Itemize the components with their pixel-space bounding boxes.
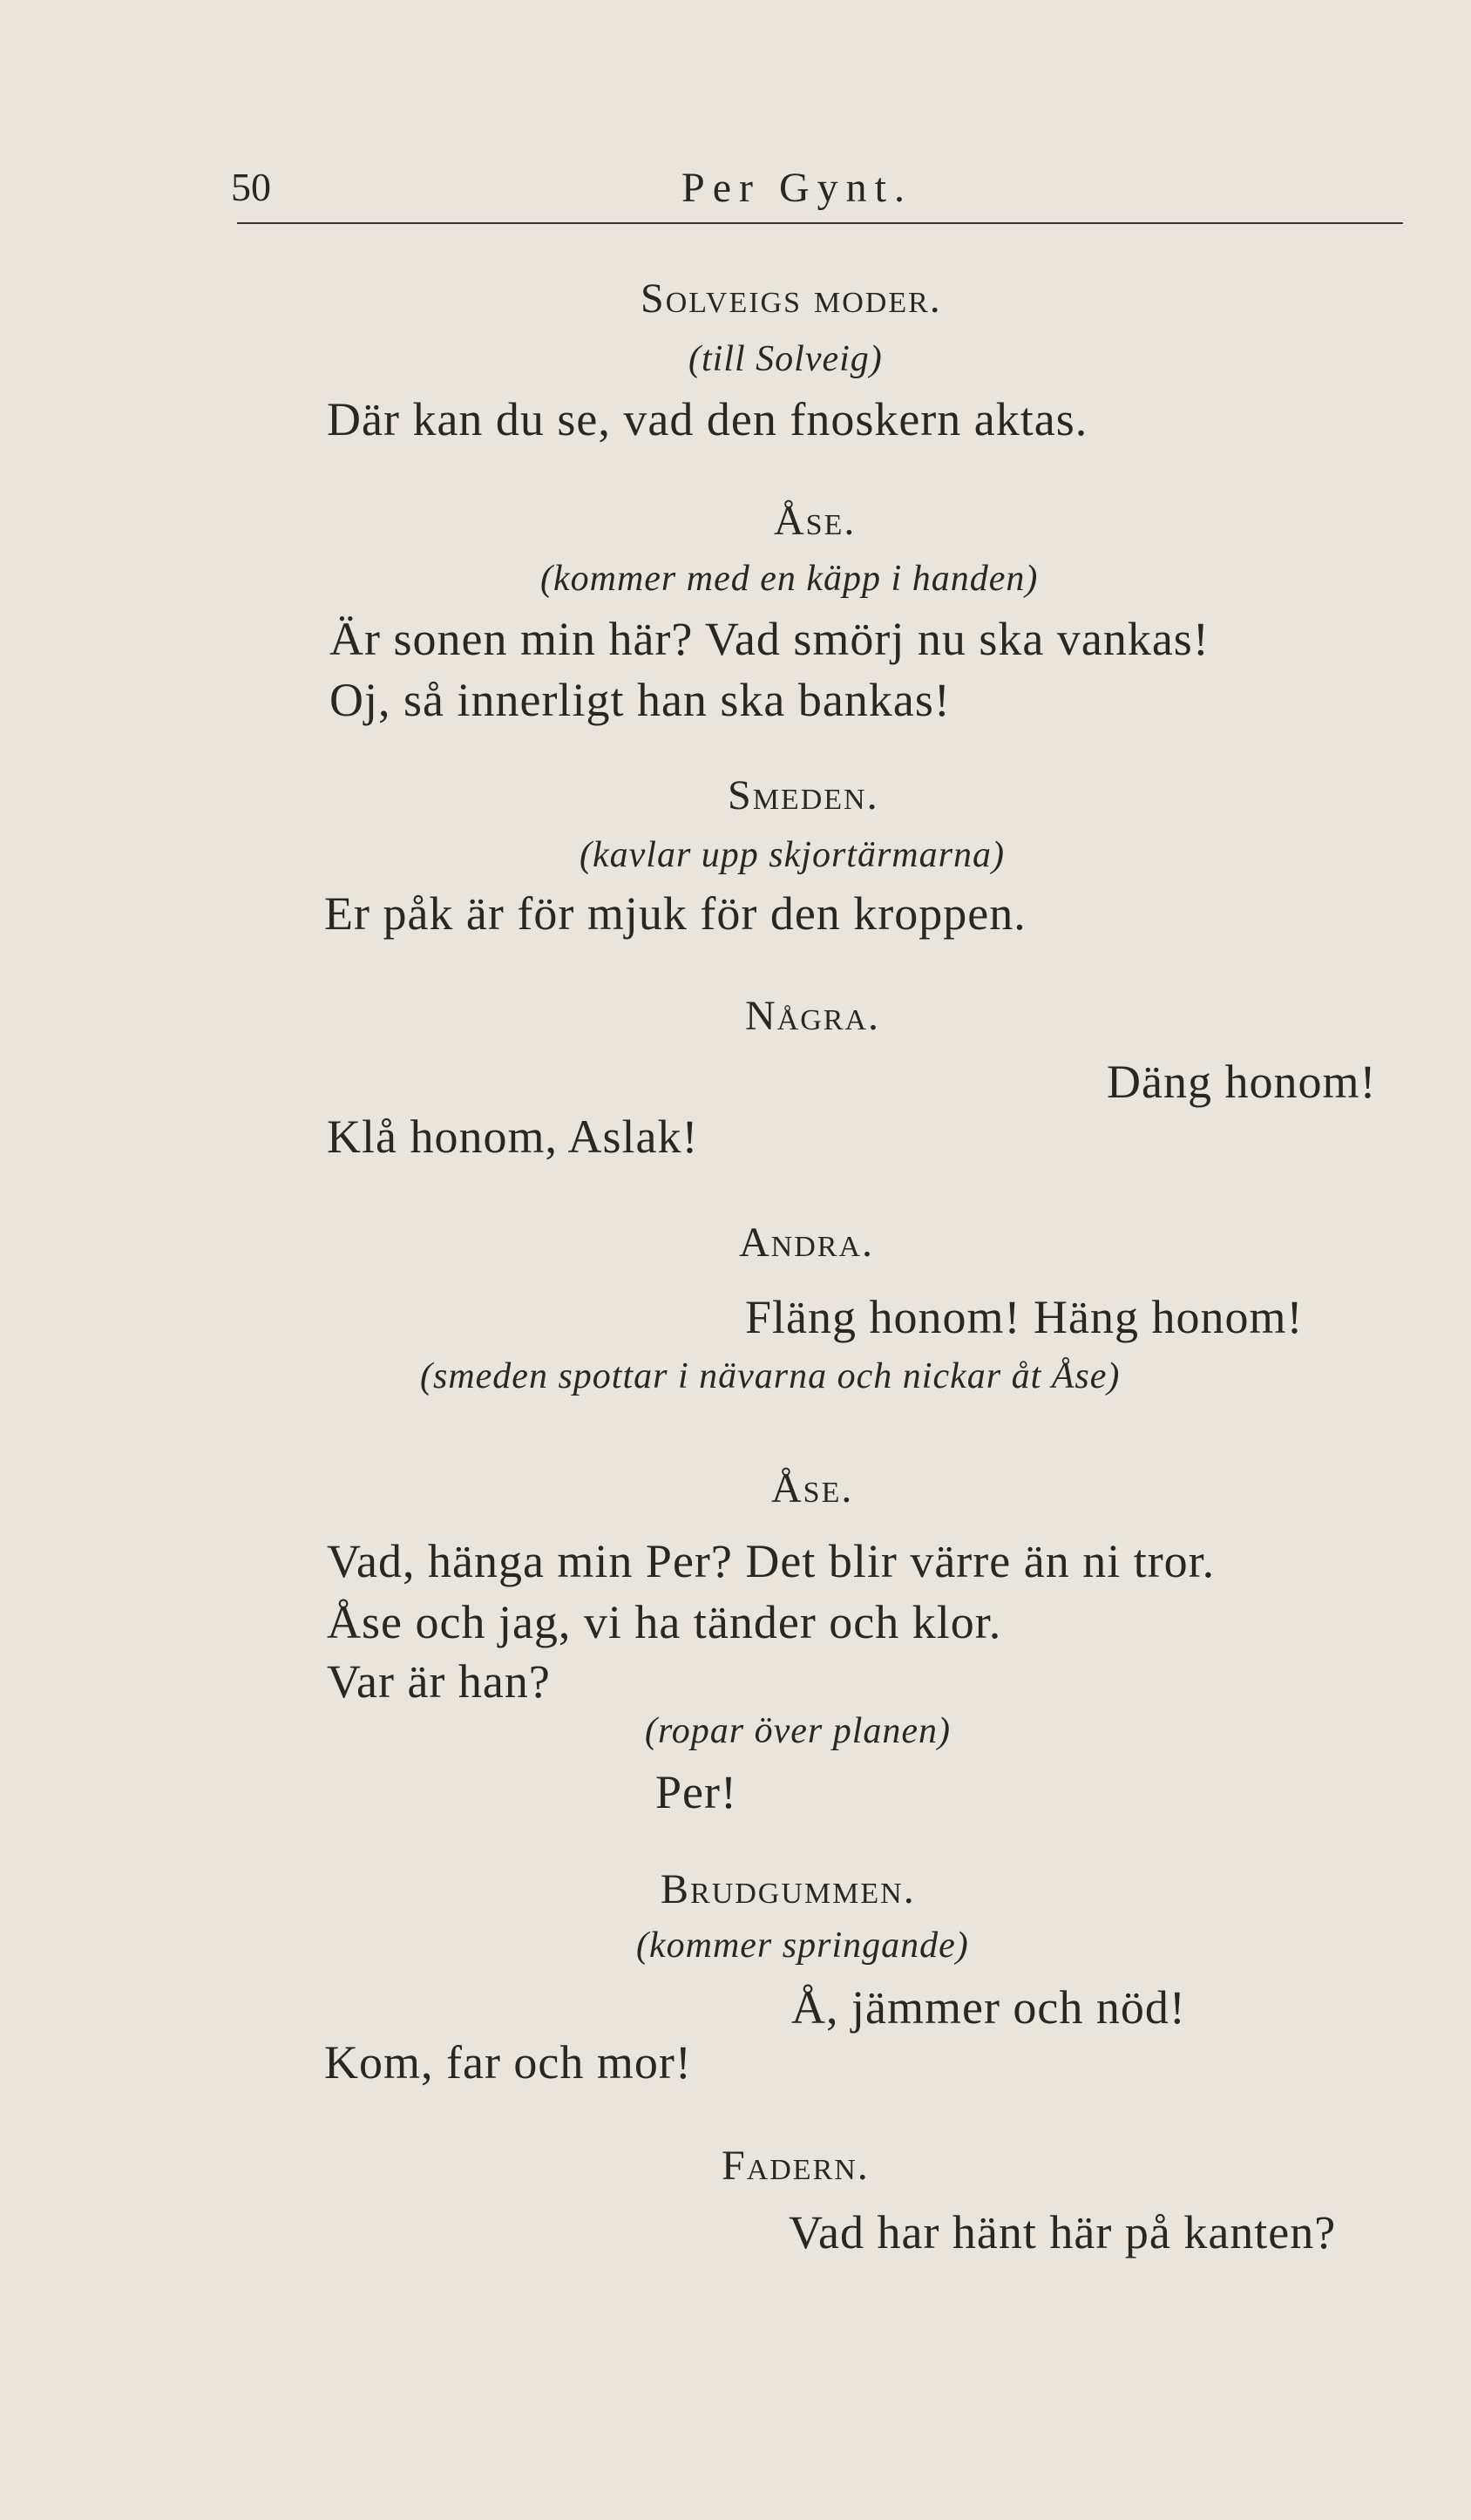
verse-line: Vad har hänt här på kanten? — [789, 2206, 1337, 2258]
header-rule — [237, 222, 1403, 224]
speaker-name: Solveigs moder. — [641, 275, 942, 322]
speaker-name: Åse. — [774, 498, 857, 544]
verse-line: Per! — [655, 1766, 737, 1818]
speaker-name: Några. — [745, 993, 881, 1039]
verse-line: Var är han? — [327, 1655, 551, 1708]
verse-line: Åse och jag, vi ha tänder och klor. — [327, 1596, 1002, 1648]
verse-line: Däng honom! — [1107, 1056, 1377, 1108]
verse-line: Är sonen min här? Vad smörj nu ska vankas! — [329, 613, 1210, 665]
verse-line: Fläng honom! Häng honom! — [745, 1291, 1304, 1343]
verse-line: Där kan du se, vad den fnoskern aktas. — [327, 393, 1088, 445]
speaker-name: Fadern. — [722, 2143, 870, 2189]
stage-direction: (kommer med en käpp i handen) — [540, 559, 1039, 599]
stage-direction: (kommer springande) — [636, 1926, 969, 1966]
running-title: Per Gynt. — [681, 165, 912, 211]
stage-direction: (ropar över planen) — [645, 1711, 952, 1751]
speaker-name: Andra. — [739, 1219, 875, 1266]
stage-direction: (smeden spottar i nävarna och nickar åt Åse) — [420, 1356, 1121, 1396]
stage-direction: (kavlar upp skjortärmarna) — [580, 835, 1005, 875]
verse-line: Vad, hänga min Per? Det blir värre än ni tror. — [327, 1535, 1216, 1587]
speaker-name: Brudgummen. — [661, 1866, 916, 1912]
verse-line: Kom, far och mor! — [324, 2036, 692, 2089]
verse-line: Er påk är för mjuk för den kroppen. — [324, 887, 1027, 940]
speaker-name: Åse. — [771, 1465, 854, 1511]
stage-direction: (till Solveig) — [688, 339, 883, 379]
verse-line: Klå honom, Aslak! — [327, 1111, 699, 1163]
speaker-name: Smeden. — [728, 772, 879, 818]
page-number: 50 — [231, 165, 271, 209]
verse-line: Oj, så innerligt han ska bankas! — [329, 674, 951, 726]
verse-line: Å, jämmer och nöd! — [791, 1981, 1186, 2034]
